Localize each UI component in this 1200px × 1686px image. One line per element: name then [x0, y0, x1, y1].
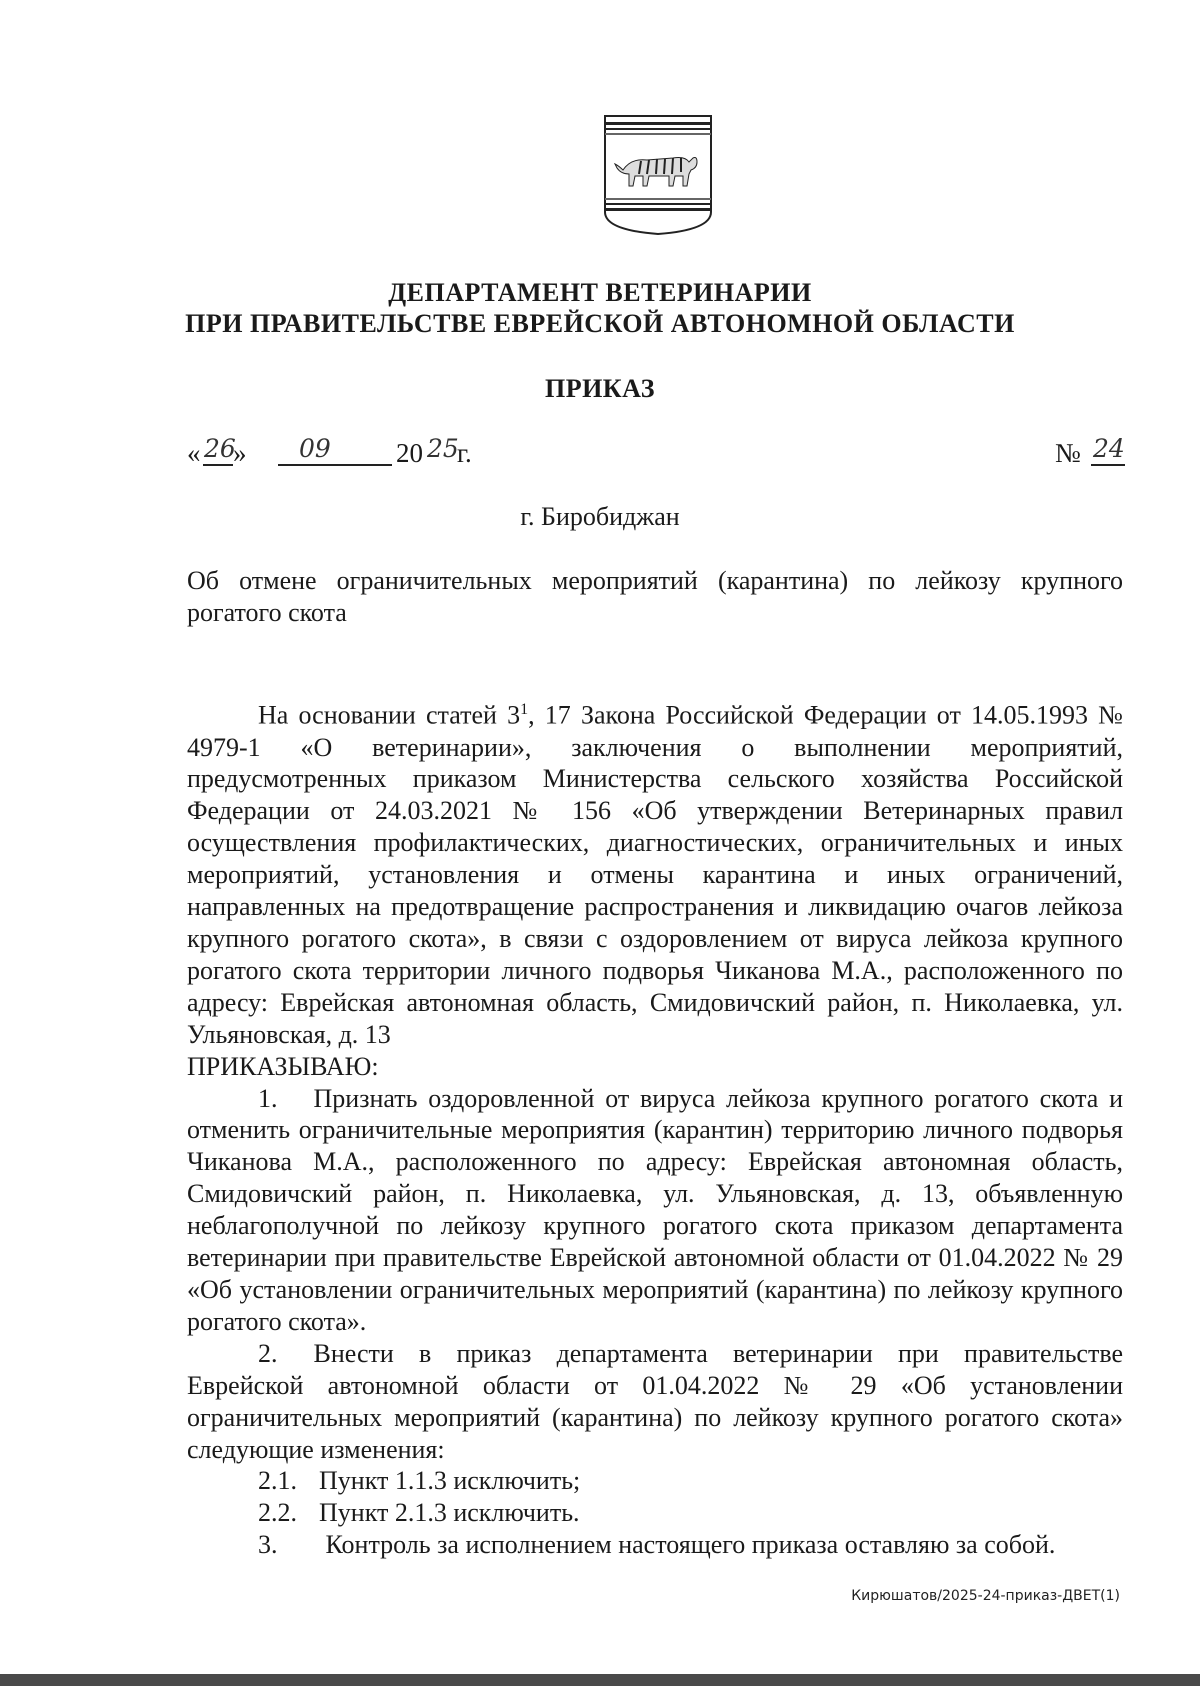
item-number: 1. [258, 1083, 278, 1113]
preamble-text-2: , 17 Закона Российской Федерации от 14.05.1993 № 4979-1 «О ветеринарии», заключения о выполнении мероприятий, предусмотренных приказом Министерства сельского хозяйства Российской Федерации от 24.03.2021 № 156 «Об утверждении Ветеринарных правил осуществления профилактических, диагностических, ограничительных и иных мероприятий, установления и отмены карантина и иных ограничений, направленных на предотвращение распространения и ликвидацию очагов лейкоза крупного рогатого скота», в связи с оздоровлением от вируса лейкоза крупного рогатого скота территории личного подворья Чиканова М.А., расположенного по адресу: Еврейская автономная область, Смидовичский район, п. Николаевка, ул. Ульяновская, д. 13 [187, 700, 1123, 1049]
order-item-2-1 [187, 1465, 1123, 1497]
date-month: 09 [299, 434, 331, 463]
date-year-prefix: 20 [396, 438, 423, 468]
coat-of-arms-icon [601, 112, 715, 238]
document-body [187, 694, 1123, 1561]
item-number: 2. [258, 1338, 278, 1368]
preamble [187, 694, 1123, 1051]
footer-document-id: Кирюшатов/2025-24-приказ-ДВЕТ(1) [851, 1588, 1120, 1604]
order-item-1 [187, 1083, 1123, 1338]
date-year-suffix: 25 [427, 434, 459, 463]
document-type: ПРИКАЗ [544, 374, 656, 403]
item-number: 2.1. [258, 1466, 297, 1496]
item-text: Пункт 1.1.3 исключить; [319, 1466, 581, 1496]
order-word: ПРИКАЗЫВАЮ: [187, 1051, 379, 1081]
preamble-text-1: На основании статей 3 [258, 700, 521, 730]
date-open-quote: « [187, 438, 201, 468]
document-title: Об отмене ограничительных мероприятий (карантина) по лейкозу крупного рогатого скота [187, 566, 1123, 627]
order-item-2-2 [187, 1497, 1123, 1529]
date-number-line [187, 434, 1129, 474]
item-text: Признать оздоровленной от вируса лейкоза крупного рогатого скота и отменить ограничительные мероприятия (карантин) территорию личного подворья Чиканова М.А., расположенного по адресу: Еврейская автономная область, Смидовичский район, п. Николаевка, ул. Ульяновская, д. 13, объявленную неблагополучной по лейкозу крупного рогатого скота приказом департамента ветеринарии при правительстве Еврейской автономной области от 01.04.2022 № 29 «Об установлении ограничительных мероприятий (карантина) по лейкозу крупного рогатого скота». [187, 1083, 1123, 1336]
document-number: 24 [1093, 434, 1125, 463]
item-number: 3. [258, 1530, 278, 1560]
item-text: Контроль за исполнением настоящего приказа оставляю за собой. [325, 1530, 1056, 1560]
item-number: 2.2. [258, 1498, 297, 1528]
item-text: Внести в приказ департамента ветеринарии при правительстве Еврейской автономной области от 01.04.2022 № 29 «Об установлении ограничительных мероприятий (карантина) по лейкозу крупного рогатого скота» следующие изменения: [187, 1338, 1123, 1464]
item-text: Пункт 2.1.3 исключить. [319, 1498, 580, 1528]
org-name-line-1: ДЕПАРТАМЕНТ ВЕТЕРИНАРИИ [388, 278, 812, 307]
number-underline [1091, 464, 1125, 466]
preamble-superscript: 1 [520, 701, 529, 718]
number-sign: № [1055, 438, 1081, 468]
order-item-2 [187, 1338, 1123, 1466]
order-item-3 [187, 1529, 1123, 1561]
month-underline [278, 464, 392, 466]
date-close-quote: » [233, 438, 247, 468]
org-name-line-2: ПРИ ПРАВИТЕЛЬСТВЕ ЕВРЕЙСКОЙ АВТОНОМНОЙ ОБЛАСТИ [185, 309, 1015, 338]
date-year-unit: г. [457, 438, 472, 468]
date-day: 26 [204, 434, 236, 463]
city: г. Биробиджан [520, 502, 680, 531]
scan-bottom-edge [0, 1674, 1200, 1686]
day-underline [203, 464, 233, 466]
